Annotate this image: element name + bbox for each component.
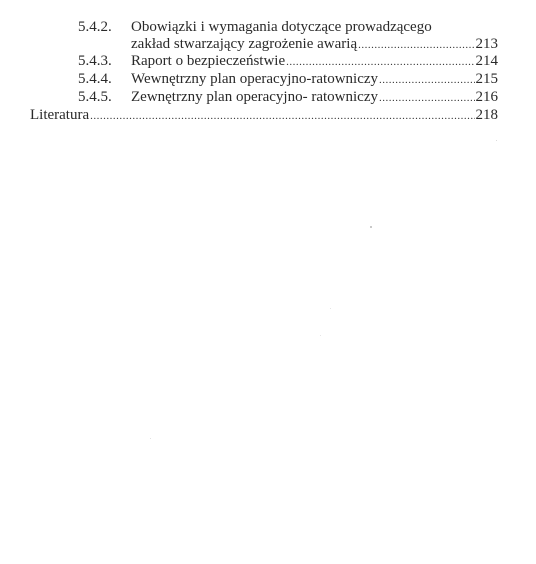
scan-speck [320,335,321,336]
dot-leader [379,90,475,107]
toc-entry-title: Wewnętrzny plan operacyjno-ratowniczy [131,71,379,87]
toc-entry-row [131,89,498,107]
toc-entry-page: 214 [475,53,498,69]
toc-entry-number: 5.4.3. [78,53,112,69]
toc-entry-number: 5.4.5. [78,89,112,105]
dot-leader [379,72,474,89]
dot-leader [286,54,474,71]
scan-speck [370,226,372,228]
toc-entry-page: 213 [475,36,498,52]
toc-entry-page: 216 [475,89,498,105]
toc-literatura-page: 218 [475,107,498,123]
toc-entry-title: Zewnętrzny plan operacyjno- ratowniczy [131,89,378,105]
dot-leader [358,37,474,54]
toc-entry-title-continued: zakład stwarzający zagrożenie awarią [131,36,358,52]
toc-entry-row [131,71,498,89]
toc-entry-row-literatura [30,107,498,125]
toc-entry-number: 5.4.4. [78,71,112,87]
toc-literatura-title: Literatura [30,107,90,123]
toc-entry-row [131,36,498,54]
scan-speck [330,308,331,309]
toc-entry-number: 5.4.2. [78,19,112,35]
dot-leader [90,108,474,125]
toc-entry-row [131,53,498,71]
scan-speck [150,438,151,439]
toc-entry-title: Obowiązki i wymagania dotyczące prowadzącego [131,19,432,35]
toc-entry-page: 215 [475,71,498,87]
scan-speck [496,140,497,141]
toc-entry-title: Raport o bezpieczeństwie [131,53,286,69]
